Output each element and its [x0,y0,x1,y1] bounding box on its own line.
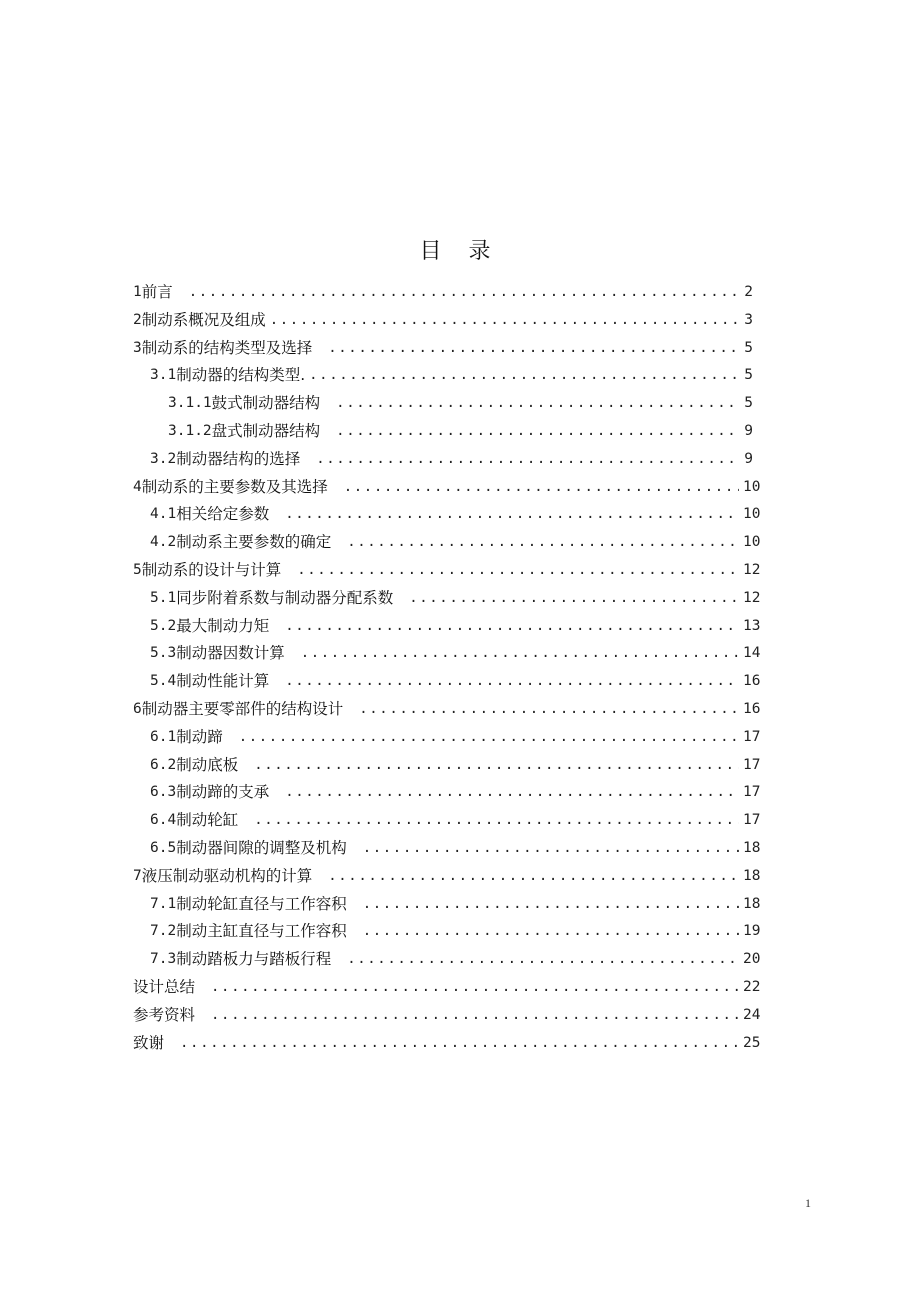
toc-entry-title: 制动器因数计算 [176,644,285,663]
toc-entry-page: 25 [743,1034,761,1051]
toc-leader [254,807,739,835]
toc-entry-title: 相关给定参数 [176,505,270,524]
toc-entry-title: 制动器间隙的调整及机构 [176,838,347,857]
toc-entry-number: 5 [133,561,142,578]
toc-entry[interactable] [133,501,761,529]
toc-entry-number: 5.4 [150,673,177,690]
table-of-contents [133,279,761,1057]
toc-leader [254,752,739,780]
toc-entry[interactable] [133,946,761,974]
toc-entry-title: 同步附着系数与制动器分配系数 [176,588,394,607]
toc-entry-number: 7.3 [150,951,177,968]
toc-entry[interactable] [133,974,761,1002]
toc-entry[interactable] [133,418,753,446]
toc-entry[interactable] [133,474,761,502]
toc-leader [363,835,739,863]
toc-entry[interactable] [133,585,761,613]
toc-entry-number: 6 [133,700,142,717]
toc-entry-title: 制动系的主要参数及其选择 [141,477,328,496]
toc-entry-title: 制动轮缸直径与工作容积 [176,894,347,913]
toc-entry-title: 制动蹄 [176,727,223,746]
toc-entry-page: 24 [743,1006,761,1023]
toc-entry-number: 6.5 [150,839,177,856]
toc-leader [285,501,739,529]
toc-entry-title: 设计总结 [133,977,196,996]
toc-entry-number: 7.1 [150,895,177,912]
page-number: 1 [805,1196,811,1210]
toc-leader [285,668,739,696]
toc-entry-number: 6.4 [150,812,177,829]
toc-entry-page: 10 [743,534,761,551]
toc-entry-title: 制动轮缸 [176,811,239,830]
toc-entry[interactable] [133,279,753,307]
toc-entry[interactable] [133,390,753,418]
toc-leader [347,946,739,974]
toc-entry-page: 18 [743,839,761,856]
toc-leader [211,974,739,1002]
toc-entry-page: 10 [743,478,761,495]
toc-entry-page: 5 [744,339,753,356]
toc-entry-title: 制动器结构的选择 [176,449,301,468]
toc-entry-title: 制动主缸直径与工作容积 [176,922,347,941]
toc-entry-title: 制动踏板力与踏板行程 [176,950,332,969]
toc-entry[interactable] [133,891,761,919]
toc-entry[interactable] [133,446,753,474]
toc-entry-number: 6.2 [150,756,177,773]
toc-entry-page: 5 [744,395,753,412]
toc-leader [328,335,739,363]
toc-entry-number: 5.1 [150,589,177,606]
toc-entry-number: 6.3 [150,784,177,801]
toc-entry-page: 5 [744,367,753,384]
toc-entry-page: 18 [743,867,761,884]
toc-entry[interactable] [133,613,761,641]
toc-entry-number: 3 [133,339,142,356]
toc-entry[interactable] [133,724,761,752]
toc-leader [328,863,739,891]
toc-leader [189,279,739,307]
toc-entry[interactable] [133,529,761,557]
toc-entry[interactable] [133,640,761,668]
toc-leader [297,557,739,585]
toc-entry-number: 5.3 [150,645,177,662]
toc-entry-number: 3.1.2 [168,422,212,439]
toc-entry-title: 制动底板 [176,755,239,774]
toc-entry-number: 7 [133,867,142,884]
toc-entry[interactable] [133,1030,761,1058]
toc-leader [239,724,739,752]
toc-entry-title: 液压制动驱动机构的计算 [141,866,313,885]
toc-entry-page: 20 [743,951,761,968]
toc-entry[interactable] [133,307,753,335]
toc-entry[interactable] [133,752,761,780]
toc-leader [336,390,739,418]
toc-entry-page: 14 [743,645,761,662]
toc-entry[interactable] [133,668,761,696]
toc-entry-number: 4.2 [150,534,177,551]
toc-entry-page: 2 [744,284,753,300]
toc-entry-number: 3.2 [150,450,177,467]
toc-leader [316,446,739,474]
toc-entry[interactable] [133,696,761,724]
toc-entry-title: 制动器的结构类型. [176,366,306,385]
toc-entry-number: 4.1 [150,506,177,523]
toc-entry-page: 17 [743,812,761,829]
toc-entry-title: 制动系概况及组成 [141,310,266,329]
toc-leader [180,1030,739,1058]
toc-entry[interactable] [133,807,761,835]
toc-entry[interactable] [133,863,761,891]
toc-entry[interactable] [133,362,753,390]
toc-entry-page: 19 [743,923,761,940]
toc-leader [409,585,739,613]
toc-entry[interactable] [133,779,761,807]
toc-entry[interactable] [133,335,753,363]
toc-entry-page: 10 [743,506,761,523]
toc-entry[interactable] [133,1002,761,1030]
toc-entry-title: 最大制动力矩 [176,616,270,635]
toc-entry[interactable] [133,918,761,946]
toc-entry-page: 13 [743,617,761,634]
toc-entry-title: 制动系主要参数的确定 [176,533,332,552]
toc-entry-page: 16 [743,700,761,717]
toc-leader [301,640,739,668]
toc-entry-title: 制动器主要零部件的结构设计 [141,699,344,718]
toc-leader [344,474,739,502]
toc-entry[interactable] [133,557,761,585]
toc-entry-title: 前言 [141,283,173,301]
toc-entry-page: 22 [743,978,761,995]
toc-entry-number: 2 [133,311,142,328]
toc-leader [285,613,739,641]
toc-entry-page: 3 [744,311,753,328]
toc-entry-number: 4 [133,478,142,495]
toc-leader [309,362,739,390]
toc-entry-title: 鼓式制动器结构 [211,394,321,413]
toc-leader [363,918,739,946]
toc-entry-page: 17 [743,756,761,773]
toc-entry[interactable] [133,835,761,863]
toc-leader [347,529,739,557]
toc-entry-page: 18 [743,895,761,912]
toc-leader [363,891,739,919]
toc-leader [270,307,739,335]
toc-entry-number: 7.2 [150,923,177,940]
toc-leader [359,696,739,724]
toc-entry-page: 12 [743,561,761,578]
toc-entry-page: 9 [744,422,753,439]
toc-entry-page: 16 [743,673,761,690]
toc-entry-number: 3.1 [150,367,177,384]
toc-entry-number: 1 [133,284,142,300]
toc-entry-number: 5.2 [150,617,177,634]
toc-entry-title: 盘式制动器结构 [211,421,321,440]
toc-entry-title: 参考资料 [133,1005,196,1024]
toc-entry-title: 致谢 [133,1033,165,1052]
toc-entry-title: 制动系的设计与计算 [141,560,282,579]
toc-entry-title: 制动系的结构类型及选择 [141,338,313,357]
toc-entry-page: 17 [743,728,761,745]
toc-entry-title: 制动性能计算 [176,672,270,691]
toc-leader [211,1002,739,1030]
toc-leader [285,779,739,807]
toc-entry-title: 制动蹄的支承 [176,783,270,802]
toc-entry-number: 6.1 [150,728,177,745]
toc-leader [336,418,739,446]
toc-entry-number: 3.1.1 [168,395,212,412]
toc-entry-page: 12 [743,589,761,606]
toc-title: 目 录 [419,239,501,264]
toc-entry-page: 17 [743,784,761,801]
toc-entry-page: 9 [744,450,753,467]
